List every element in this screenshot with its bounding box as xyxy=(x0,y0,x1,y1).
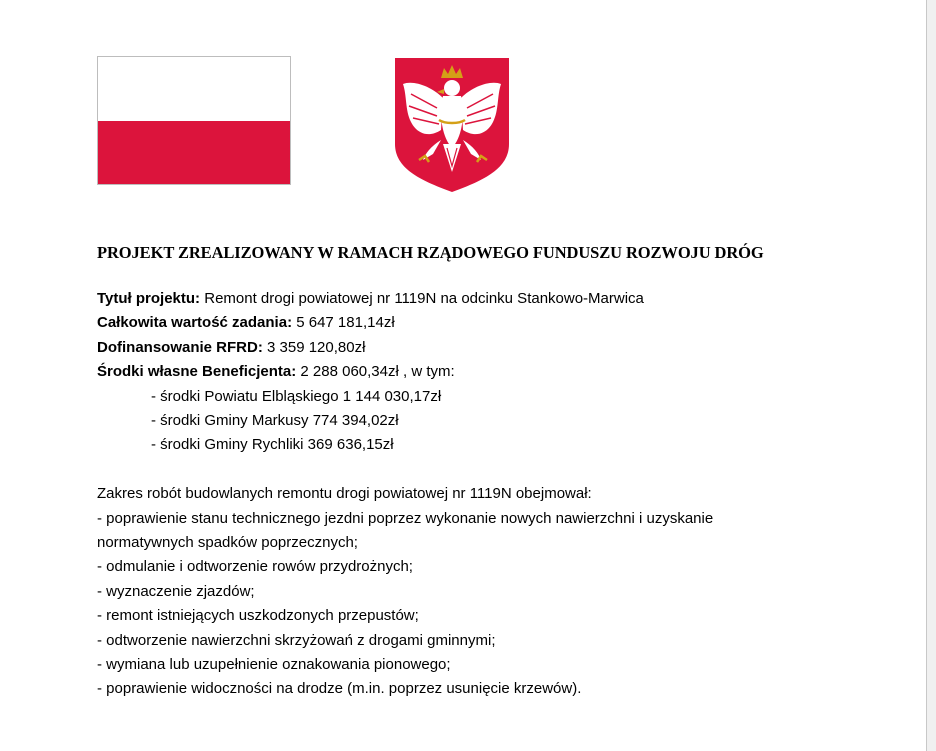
rfrd-funding-line xyxy=(97,336,797,360)
own-funds-value: 2 288 060,34zł , w tym: xyxy=(296,363,455,381)
scope-item: - odmulanie i odtworzenie rowów przydrożnych; xyxy=(97,558,413,576)
page-edge-shadow xyxy=(927,0,936,751)
flag-white-stripe xyxy=(98,57,290,121)
rfrd-funding-value: 3 359 120,80zł xyxy=(262,338,366,356)
project-title-line xyxy=(97,287,797,311)
poland-flag-icon xyxy=(97,56,291,185)
scope-intro: Zakres robót budowlanych remontu drogi powiatowej nr 1119N obejmował: xyxy=(97,485,592,503)
own-funds-item: - środki Gminy Markusy 774 394,02zł xyxy=(151,412,399,430)
document-body xyxy=(97,287,797,702)
scope-item: - poprawienie widoczności na drodze (m.in. poprzez usunięcie krzewów). xyxy=(97,680,582,698)
own-funds-item: - środki Powiatu Elbląskiego 1 144 030,17zł xyxy=(151,387,442,405)
rfrd-funding-label: Dofinansowanie RFRD: xyxy=(97,338,263,356)
scope-item: - wymiana lub uzupełnienie oznakowania pionowego; xyxy=(97,656,451,674)
flag-red-stripe xyxy=(98,121,290,184)
scope-item: normatywnych spadków poprzecznych; xyxy=(97,534,358,552)
project-title-label: Tytuł projektu: xyxy=(97,290,201,307)
project-title-value: Remont drogi powiatowej nr 1119N na odcinku Stankowo-Marwica xyxy=(200,290,644,307)
scope-item: - poprawienie stanu technicznego jezdni poprzez wykonanie nowych nawierzchni i uzyskanie xyxy=(97,509,714,527)
own-funds-line xyxy=(97,360,797,384)
page-title: PROJEKT ZREALIZOWANY W RAMACH RZĄDOWEGO FUNDUSZU ROZWOJU DRÓG xyxy=(97,243,764,262)
scope-item: - odtworzenie nawierzchni skrzyżowań z drogami gminnymi; xyxy=(97,631,496,649)
scope-item: - wyznaczenie zjazdów; xyxy=(97,582,255,600)
total-value-line xyxy=(97,311,797,335)
polish-white-eagle-emblem-icon xyxy=(393,56,511,193)
total-value-label: Całkowita wartość zadania: xyxy=(97,314,293,332)
total-value-value: 5 647 181,14zł xyxy=(292,314,395,332)
own-funds-item: - środki Gminy Rychliki 369 636,15zł xyxy=(151,436,394,454)
paragraph-gap xyxy=(97,458,797,482)
scope-item: - remont istniejących uszkodzonych przepustów; xyxy=(97,607,419,625)
own-funds-label: Środki własne Beneficjenta: xyxy=(97,363,297,381)
